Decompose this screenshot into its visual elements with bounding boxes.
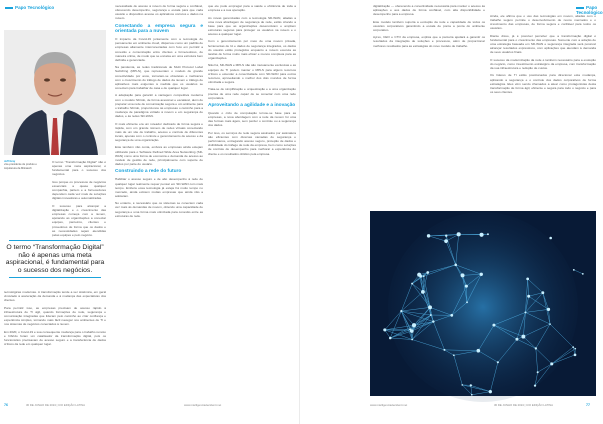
network-node [410,329,414,333]
network-node [477,349,481,353]
paragraph: Ayres, CEO e CTO da empresa, explica que a parceria ajudará a garantir os resultados da integração de soluções e processos, além de proporcionar melhores resultados para as estratégias do novo modelo de trabalho. [373,35,485,48]
pull-quote [3,240,107,278]
network-node [527,295,530,298]
paragraph: Na pandemia, as redes tradicionais de Multi Protocol Label Switching (MPLS), que representam o modelo de grande conectividade por anos, tornaram-se obsoletas e ineficazes com o crescimento do tráfego de dados da nuvem e tráfego de aplicativos mais exigentes à medida que os usuários se conectam para trabalhar de casa e de qualquer lugar. [115,65,203,91]
footer-edition-left: 30 DE JUNHO DE 2024 | CIO EDIÇÃO LATINA [26,403,85,407]
network-node [524,311,526,313]
caption-name: Jeff Gray [4,160,16,163]
network-node [466,301,468,303]
network-node [487,233,489,235]
paragraph: digitalização — oferecendo a conectividade necessária para manter o acesso às aplicações e aos dados de forma confiável, com alta disponibilidade e desempenho para a empresa. [373,4,485,17]
network-node [461,384,463,386]
paragraph: O mais eficiente era um roteador dedicado de forma segura e rápida, com um grande número de redes virtuais conectando mais de um site de trabalho, acesso e controle de diferentes locais, apenas com o controle e gerenciamento de acesso e da segurança de uma organização. [115,121,203,143]
column-2 [115,4,203,221]
network-node [549,323,551,325]
network-node [421,290,425,294]
network-node [432,320,434,322]
network-node [535,347,537,349]
network-node [454,264,457,267]
section-tag-right: Papo Tecnológico [576,5,603,15]
network-node [582,273,584,275]
network-node [480,273,483,276]
paragraph: Por isso, os serviços de rede segura assinados por assinatura são eficientes com diversas camadas de segurança e performance, entregando acesso seguro, proteção de dados e visibilidade do tráfego de rede da empresa, bem como soluções de controle de desempenho para melhorar a experiência do cliente e os resultados obtidos pela empresa. [208,130,296,156]
network-node [526,277,529,280]
network-node [534,384,536,386]
paragraph: Isso porque os processos de negócios essenciais a quase qualquer companhia, partem e a fornecedores dependem cada vez mais de soluções digitais inovadoras e automatizadas. [52,179,106,201]
column-3 [208,4,296,159]
subheading-cloud-enterprise: Conectando a empresa segura e orientada para a nuvem [115,23,203,35]
paragraph: tecnológicas modernas. A transformação tende a ser sistêmica, em geral vinculado à aceleração da demanda e à mudança das expectativas dos clientes. [4,290,106,303]
network-node [461,273,465,277]
paragraph: Não há, SD-WAN e MPLS não são mutuamente exclusivas e as equipes de TI podem manter o MPLS para alguns recursos críticos e estender a conectividade com SD-WAN para outros recursos, aproveitando o melhor dos dois mundos de forma otimizada e segura. [208,63,296,85]
page-number-right: 77 [586,403,590,407]
network-node [574,354,577,357]
network-node [465,285,468,288]
paragraph: Habilitar o acesso seguro e de alto desempenho à rede de qualquer lugar realmente requer pensar em SD-WAN com mais tempo. Embora essa tecnologia já esteja há muito tempo no mercado, ainda existem muitas empresas que ainda não a adotaram. [115,177,203,198]
network-node [423,275,425,277]
paragraph: No entanto, é necessário que os sistemas se conectem cada vez mais às demandas de nuvem, obtendo uma capacidade de segurança e uma forma mais otimizada para conexão entre as estruturas de rede. [115,201,203,218]
network-node [411,283,413,285]
paragraph: Este modelo também suporta a evolução da rede e capacidade de todos os usuários corporativos garantindo a escala de ponta a ponta do ambiente corporativo. [373,19,485,32]
column-5 [490,14,596,97]
paragraph: Diante disso, já é possível perceber que a transformação digital é fundamental para o crescimento das empresas. Somente com a adoção de uma estratégia baseada em SD-WAN e segurança integrada será possível alcançar resultados expressivos, com aplicações que atendam à demanda de seus usuários finais. [490,33,596,55]
network-node [573,269,575,271]
paragraph: O termo “Transformação Digital” não é apenas uma meta aspiracional, é fundamental para o sucesso dos negócios. [52,160,106,177]
pull-quote-rule-bottom [9,277,101,278]
network-node [445,234,447,236]
footer-right [304,401,596,410]
subheading-agility-innovation: Aproveitando a agilidade e a inovação [208,103,296,109]
paragraph: Para permitir isso, as empresas precisam de acesso rápido à infraestrutura de TI ágil, quando formações de rede, segurança e comunicação integradas que lideram pelo caminho ao criar confiança e experiência simples, tornando mais fácil navegar nos ambientes de TI e nos sistemas de negócios conectados à nuvem. [4,305,106,327]
paragraph: Com o gerenciamento por meio de uma nuvem privada, ferramentas de IA e dados de segurança integrados, os dados do usuário estão protegidos enquanto a nuvem executa as tarefas de forma muito mais eficaz e menos complexa para as organizações. [208,39,296,61]
network-node [574,348,576,350]
column-4 [373,4,485,51]
pull-quote-text: O termo “Transformação Digital” não é apenas uma meta aspiracional, é fundamental para o sucesso dos negócios. [5,244,105,274]
network-node [412,323,416,327]
network-node [400,310,402,312]
network-node [411,339,413,341]
page-number-left: 76 [4,403,8,407]
network-node [417,273,421,277]
network-node [443,349,445,351]
column-1-continued [4,290,106,349]
network-node [457,232,461,236]
network-node [549,237,552,240]
pull-quote-rule-top [9,240,101,241]
paragraph: Quando o ciclo de computação tornou-se base para as empresas, a nova abordagem com a rede da nuvem foi uma das formas mais ágeis, sem perder o controle ou a segurança dos dados. [208,110,296,128]
network-node [383,328,386,331]
paragraph: O impacto da Covid-19 juntamente com a tecnologia de pensamento em ambiente cloud, dispersou como um padrão de empresas altamente interconectadas com foco em permitir a conexão e comunicação entre clientes e fornecedores, de maneira online, de modo que se encaixa em uma estrutura bem definida e gerenciada. [115,37,203,62]
network-node [389,337,392,340]
network-node [497,361,499,363]
footer-url-right[interactable]: www.intelligenciadecidenti.net [370,403,408,407]
network-node [450,314,453,317]
author-photo [4,30,106,155]
paragraph: A adaptação para garantir a vantagem competitiva moderna com o modelo híbrido, de forma acessível e escalável, além de preparar uma rede de comunicação segura e um ambiente para o trabalho híbrido, proporcionou às empresas o caminho para a mudança de paradigma voltado à nuvem e em segurança de dados, e às redes SD-WAN. [115,93,203,119]
network-node [471,394,473,396]
paragraph: que ele pode empregar para a saúde e eficiência de toda a empresa e a sua operação. [208,4,296,13]
photo-caption [4,160,50,170]
column-1-intro [52,160,106,240]
subheading-future-network: Construindo a rede do futuro [115,169,182,175]
network-node [492,324,495,327]
network-node [426,271,429,274]
paragraph: Em 2020, o Covid-19 e sua consequente mudança para o trabalho remoto e híbrido foram um catalisador da transformação digital, pois os funcionários precisavam de acesso seguro e a transferência de dados críticos da rede em qualquer lugar. [4,329,106,347]
network-node [572,346,574,348]
network-illustration [370,211,596,396]
network-node [428,305,432,309]
caption-role: vice-presidente de produto e Arquitetura da Mitratech [4,163,37,170]
paragraph: As novas gerenciadas com a tecnologia SD-WAN, aliadas a uma nova abordagem de segurança de rede, estão criando a base para que as organizações desenvolvam e ampliem estruturas seguras para proteger os usuários na nuvem e o acesso a qualquer lugar. [208,15,296,37]
network-node [550,362,553,365]
paragraph: Este também não conta, embora as empresas ainda estejam utilizando para o Software Defined Wide Area Networking (SD-WAN) como uma forma de economia e demanda de acesso ao modelo de gestão de rede, principalmente com suporte de dados por parte do usuário. [115,145,203,167]
footer-url-left[interactable]: www.intelligenciadecidenti.net [184,403,222,407]
footer-edition-right: 30 DE JUNHO DE 2024 | CIO EDIÇÃO LATINA [494,403,553,407]
paragraph: Ainda, ele afirma que o uso das tecnologias em nuvem, aliadas com o trabalho seguro permite o desenvolvimento de novos mercados e o crescimento das empresas, de forma segura e confiável para todos os usuários. [490,14,596,31]
paragraph: O sucesso da modernização da rede é também necessário para a evolução do negócio, como investimento estratégico da empresa, com transformação da sua infraestrutura e redução de custos. [490,57,596,71]
section-tag-left: Papo Tecnológico [5,5,54,10]
network-node [489,390,492,393]
network-node [515,338,518,341]
network-node [480,233,484,237]
paragraph: O sucesso para alcançar a digitalização e o crescimento das empresas começa com a nuvem, apoiando as organizações a conectar equipes, parceiros, clientes e provedores de forma que os dados e as necessidades sejam atendidas pelas equipes e pelo negócio. [52,203,106,237]
paragraph: Trata-se de simplificação e orquestração e a uma organização precisa de uma rede capaz de se conectar com uma rede corporativa. [208,87,296,100]
network-node [521,335,525,339]
network-node [470,384,472,386]
paragraph: Os líderes de TI estão posicionados para direcionar esta mudança, aplicando a segurança e o controle dos dados corporativos de forma estratégica. Eles vêm sendo chamados a atuar como protagonistas desta transformação de forma ágil, eficiente e segura para todo o negócio e para os seus clientes. [490,73,596,95]
network-node [453,354,455,356]
network-node [547,308,550,311]
network-node [444,239,448,243]
network-node [541,291,544,294]
network-node [537,371,539,373]
paragraph: necessidade de acesso à nuvem de forma segura e confiável, oferecendo desempenho, segurança e escala para que cada usuário e dispositivo acesse os aplicativos corretos e dados na nuvem. [115,4,203,21]
network-node [430,314,432,316]
network-node [427,234,430,237]
left-page [0,0,300,424]
footer-left [4,401,296,410]
